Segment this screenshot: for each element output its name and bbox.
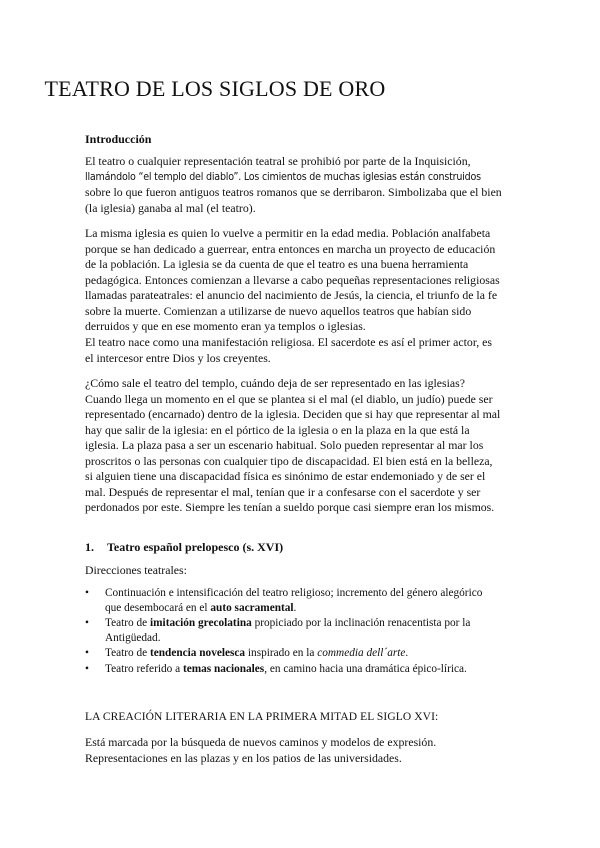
item-text: , en camino hacia una dramática épico-lírica.: [264, 662, 467, 675]
text-line: (la iglesia) ganaba al mal (el teatro).: [85, 200, 256, 215]
text-line: proscritos o las personas con cualquier tipo de discapacidad. El bien está en la belleza,: [85, 453, 493, 468]
item-text: inspirado en la: [245, 647, 318, 659]
text-line: sobre la muerte. Comienzan a utilizarse de nuevo aquellos teatros que habían sido: [85, 303, 472, 318]
bullet-icon: •: [85, 587, 89, 599]
paragraph-5: [85, 735, 515, 766]
text-line: La misma iglesia es quien lo vuelve a permitir en la edad media. Población analfabeta: [85, 226, 491, 240]
item-text: .: [293, 601, 297, 614]
document-title: TEATRO DE LOS SIGLOS DE ORO: [44, 76, 386, 101]
text-line: de la población. La iglesia se da cuenta de que el teatro es una buena herramienta: [85, 257, 469, 271]
item-text: Teatro de: [105, 617, 150, 629]
text-line: sobre lo que fueron antiguos teatros romanos que se derribaron. Simbolizaba que el bien: [85, 185, 502, 199]
item-bold-text: tendencia novelesca: [150, 647, 246, 659]
text-line: Está marcada por la búsqueda de nuevos caminos y modelos de expresión.: [85, 735, 437, 749]
text-line: el intercesor entre Dios y los creyentes.: [85, 350, 271, 365]
text-line: Cuando llega un momento en el que se plantea si el mal (el diablo, un judío) puede ser: [85, 391, 493, 406]
paragraph-3: [85, 335, 515, 366]
paragraph-2: [85, 226, 515, 335]
text-line: llamadas parateatrales: el anuncio del nacimiento de Jesús, la ciencia, el triunfo de la fe: [85, 288, 498, 302]
bullet-icon: •: [85, 617, 89, 629]
directions-label: [85, 563, 515, 579]
section-title: Teatro español prelopesco (s. XVI): [107, 540, 284, 554]
text-line: pedagógica. Entonces comienzan a llevarse a cabo pequeñas representaciones religiosas: [85, 272, 500, 287]
text-line: mal. Después de representar el mal, tenían que ir a confesarse con el sacerdote y ser: [85, 484, 481, 499]
item-bold-text: temas nacionales: [182, 662, 265, 675]
directions-list: [85, 586, 515, 677]
text-line: representado (encarnado) dentro de la iglesia. Deciden que si hay que representar al mal: [85, 407, 501, 421]
item-text: Teatro referido a: [105, 662, 183, 675]
bullet-icon: •: [85, 662, 89, 675]
bullet-icon: •: [85, 647, 89, 659]
list-item: [85, 586, 515, 615]
text-line: hay que salir de la iglesia: en el pórtico de la iglesia o en la plaza en la que está la: [85, 422, 470, 437]
item-text: que desembocará en el: [105, 601, 211, 614]
paragraph-1: [85, 154, 515, 216]
text-line: perdonados por este. Siempre les tenían a sueldo porque casi siempre eran los mismos.: [85, 500, 495, 514]
list-item: [85, 646, 515, 661]
text-line: derruidos y que en ese momento eran ya templos o iglesias.: [85, 319, 366, 333]
text-line: Representaciones en las plazas y en los patios de las universidades.: [85, 750, 402, 765]
text-line: llamándolo “el templo del diablo”. Los cimientos de muchas iglesias están construidos: [85, 170, 481, 183]
paragraph-4: [85, 376, 515, 516]
item-text: Continuación e intensificación del teatro religioso; incremento del género alegórico: [105, 587, 483, 599]
section-number: 1.: [85, 540, 94, 554]
text-line: si alguien tiene una discapacidad física es sinónimo de estar endemoniado y de ser el: [85, 469, 486, 483]
item-text: Antigüedad.: [105, 631, 161, 644]
text-line: ¿Cómo sale el teatro del templo, cuándo deja de ser representado en las iglesias?: [85, 376, 465, 390]
section-heading: [85, 540, 283, 555]
text-line: porque se han dedicado a guerrear, entra entonces en marcha un proyecto de educación: [85, 241, 496, 256]
caps-heading: LA CREACIÓN LITERARIA EN LA PRIMERA MITAD EL SIGLO XVI:: [85, 711, 439, 723]
item-text: propiciado por la inclinación renacentista por la: [251, 617, 471, 629]
item-text: Teatro de: [105, 647, 150, 659]
list-item: [85, 616, 515, 645]
list-item: [85, 662, 515, 677]
item-text: .: [405, 647, 409, 659]
text-line: Direcciones teatrales:: [85, 563, 187, 577]
text-line: El teatro o cualquier representación teatral se prohibió por parte de la Inquisición,: [85, 154, 471, 168]
item-bold-text: imitación grecolatina: [150, 617, 252, 629]
intro-heading: Introducción: [85, 132, 152, 146]
text-line: iglesia. La plaza pasa a ser un escenario habitual. Solo pueden representar al mar los: [85, 438, 484, 452]
text-line: El teatro nace como una manifestación religiosa. El sacerdote es así el primer actor, es: [85, 335, 493, 349]
item-italic-text: commedia dell´arte: [317, 647, 406, 659]
item-bold-text: auto sacramental: [210, 601, 294, 614]
